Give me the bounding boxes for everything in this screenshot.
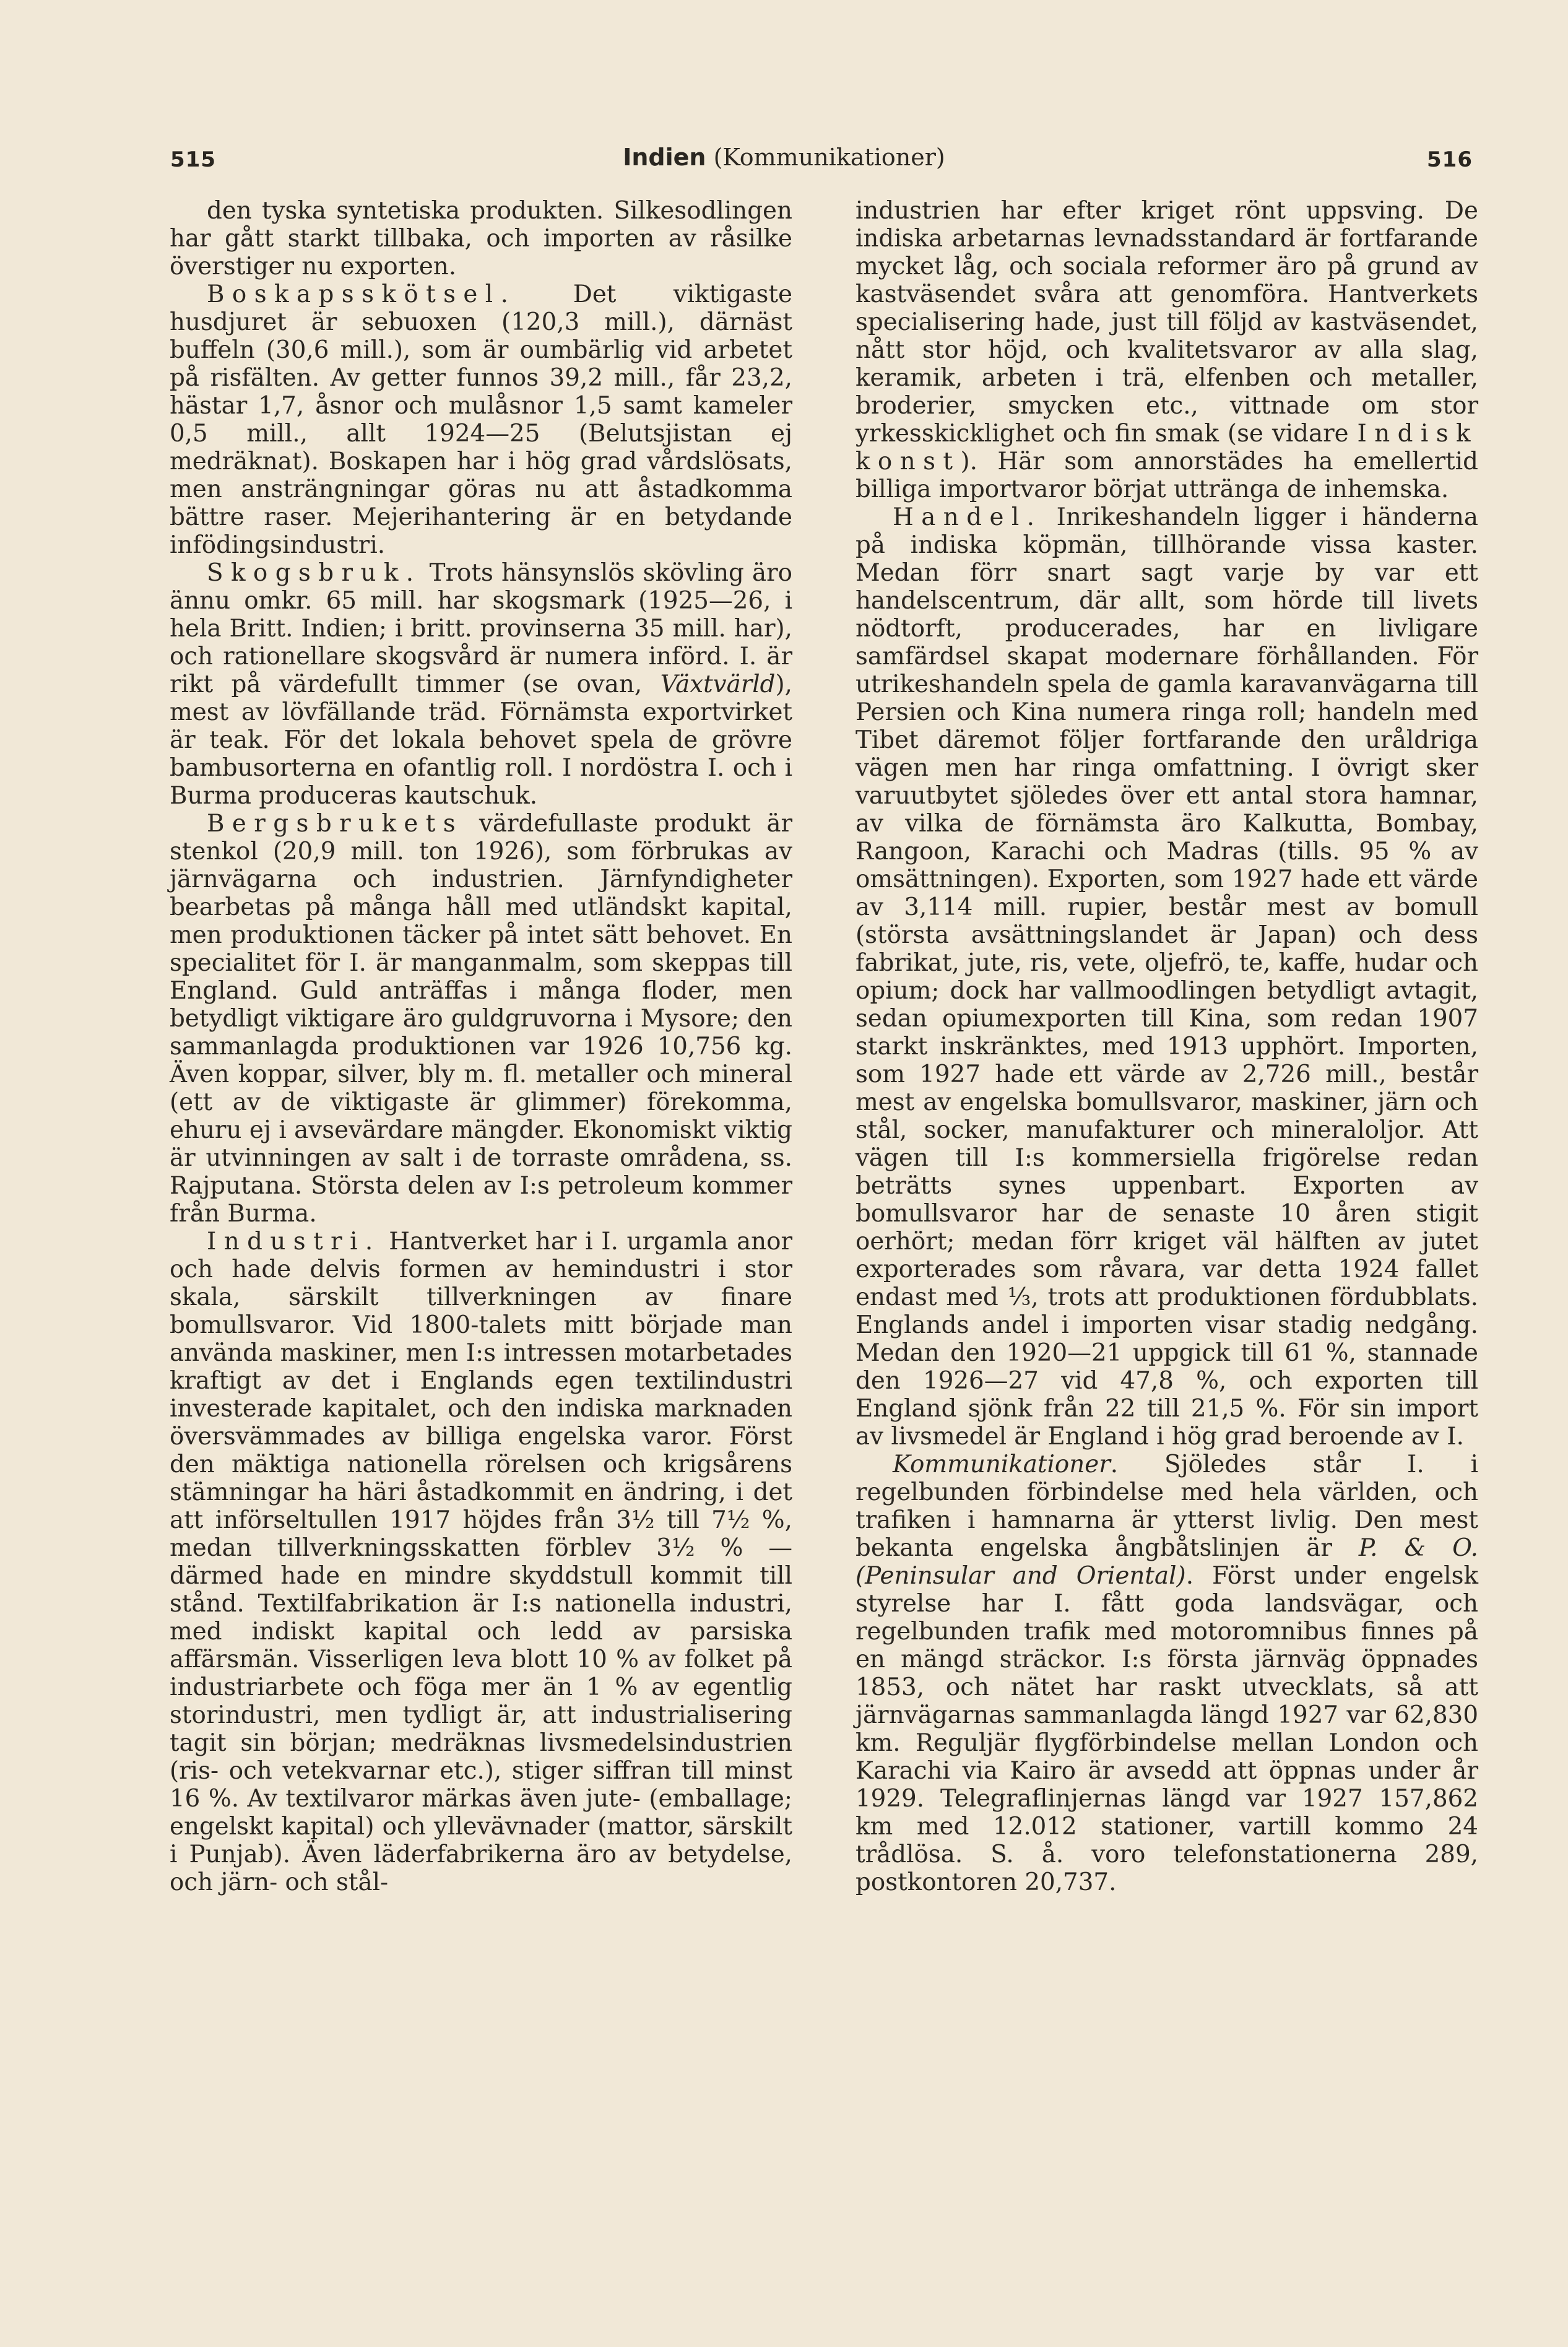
right-column — [855, 197, 1478, 1896]
paragraph — [170, 197, 792, 280]
paragraph-text: . Sjöledes står I. i regelbunden förbindelse med hela världen, och trafiken i hamnarna är ytterst livlig. Den mest bekanta engelska ångbåtslinjen är — [855, 1451, 1478, 1562]
running-title-head: Indien — [623, 144, 706, 171]
paragraph-text: Hantverket har i I. urgamla anor och hade delvis formen av hemindustri i stor skala, särskilt tillverkningen av finare bomullsvaror. Vid 1800-talets mitt började man använda maskiner, men I:s intressen motarbetades kraftigt av det i Englands egen textilindustri investerade kapitalet, och den indiska marknaden översvämmades av billiga engelska varor. Först den mäktiga nationella rörelsen och krigsårens stämningar ha häri åstadkommit en ändring, i det att införseltullen 1917 höjdes från 3½ till 7½ %, medan tillverkningsskatten förblev 3½ % — därmed hade en mindre skyddstull kommit till stånd. Textilfabrikation är I:s nationella industri, med indiskt kapital och ledd av parsiska affärsmän. Visserligen leva blott 10 % av folket på industriarbete och föga mer än 1 % av egentlig storindustri, men tydligt är, att industrialisering tagit sin början; medräknas livsmedelsindustrien (ris- och vetekvarnar etc.), stiger siffran till minst 16 %. Av textilvaror märkas även jute- (emballage; engelskt kapital) och yllevävnader (mattor, särskilt i Punjab). Även läderfabrikerna äro av betydelse, och järn- och stål- — [170, 1228, 792, 1896]
running-title-sub: (Kommunikationer) — [713, 144, 945, 171]
section-heading: Industri. — [207, 1228, 381, 1256]
paragraph-text: värdefullaste produkt är stenkol (20,9 mill. ton 1926), som förbrukas av järnvägarna och industrien. Järnfyndigheter bearbetas på många håll med utländskt kapital, men produktionen täcker på intet sätt behovet. En specialitet för I. är manganmalm, som skeppas till England. Guld anträffas i många floder, men betydligt viktigare äro guldgruvorna i Mysore; den sammanlagda produktionen var 1926 10,756 kg. Även koppar, silver, bly m. fl. metaller och mineral (ett av de viktigaste är glimmer) förekomma, ehuru ej i avsevärdare mängder. Ekonomiskt viktig är utvinningen av salt i de torraste områdena, ss. Rajputana. Största delen av I:s petroleum kommer från Burma. — [170, 810, 792, 1228]
section-heading: Bergsbrukets — [207, 810, 464, 838]
paragraph — [170, 1228, 792, 1896]
section-heading: Indisk konst — [855, 420, 1478, 475]
page-number-left: 515 — [170, 147, 216, 172]
section-heading: Boskapsskötsel. — [207, 280, 516, 308]
paragraph-text: Trots hänsynslös skövling äro ännu omkr. 65 mill. har skogsmark (1925—26, i hela Britt. Indien; i britt. provinserna 35 mill. har), och rationellare skogsvård är numera införd. I. är rikt på värdefullt timmer (se ovan, — [170, 559, 792, 698]
paragraph — [170, 280, 792, 559]
section-heading: Handel. — [893, 503, 1042, 531]
italic-term: P. & O. (Peninsular and Oriental) — [855, 1534, 1478, 1590]
paragraph-text: Det viktigaste husdjuret är sebuoxen (120,3 mill.), därnäst buffeln (30,6 mill.), som är oumbärlig vid arbetet på risfälten. Av getter funnos 39,2 mill., får 23,2, hästar 1,7, åsnor och mulåsnor 1,5 samt kameler 0,5 mill., allt 1924—25 (Belutsjistan ej medräknat). Boskapen har i hög grad vårdslösats, men ansträngningar göras nu att åstadkomma bättre raser. Mejerihantering är en betydande infödingsindustri. — [170, 280, 792, 559]
paragraph — [170, 810, 792, 1228]
italic-term: Växtvärld — [660, 670, 776, 698]
paragraph — [855, 503, 1478, 1451]
paragraph — [855, 1451, 1478, 1896]
running-title — [0, 144, 1568, 171]
paragraph-text: ). Här som annorstädes ha emellertid billiga importvaror börjat uttränga de inhemska. — [855, 448, 1478, 503]
italic-term: Kommunikationer — [893, 1451, 1111, 1478]
paragraph-text: den tyska syntetiska produkten. Silkesodlingen har gått starkt tillbaka, och importen av råsilke överstiger nu exporten. — [170, 197, 792, 280]
left-column — [170, 197, 792, 1896]
paragraph — [170, 559, 792, 810]
section-heading: Skogsbruk. — [207, 559, 422, 587]
paragraph-text: industrien har efter kriget rönt uppsving. De indiska arbetarnas levnadsstandard är fortfarande mycket låg, och sociala reformer äro på grund av kastväsendet svåra att genomföra. Hantverkets specialisering hade, just till följd av kastväsendet, nått stor höjd, och kvalitetsvaror av alla slag, keramik, arbeten i trä, elfenben och metaller, broderier, smycken etc., vittnade om stor yrkesskicklighet och fin smak (se vidare — [855, 197, 1478, 448]
page-number-right: 516 — [1427, 147, 1473, 172]
paragraph — [855, 197, 1478, 503]
paragraph-text: . Först under engelsk styrelse har I. fått goda landsvägar, och regelbunden trafik med motoromnibus finnes på en mängd sträckor. I:s första järnväg öppnades 1853, och nätet har raskt utvecklats, så att järnvägarnas sammanlagda längd 1927 var 62,830 km. Reguljär flygförbindelse mellan London och Karachi via Kairo är avsedd att öppnas under år 1929. Telegraflinjernas längd var 1927 157,862 km med 12.012 stationer, vartill kommo 24 trådlösa. S. å. voro telefonstationerna 289, postkontoren 20,737. — [855, 1562, 1478, 1896]
paragraph-text: Inrikeshandeln ligger i händerna på indiska köpmän, tillhörande vissa kaster. Medan förr snart sagt varje by var ett handelscentrum, där allt, som hörde till livets nödtorft, producerades, har en livligare samfärdsel skapat modernare förhållanden. För utrikeshandeln spela de gamla karavanvägarna till Persien och Kina numera ringa roll; handeln med Tibet däremot följer fortfarande den uråldriga vägen men har ringa omfattning. I övrigt sker varuutbytet sjöledes över ett antal stora hamnar, av vilka de förnämsta äro Kalkutta, Bombay, Rangoon, Karachi och Madras (tills. 95 % av omsättningen). Exporten, som 1927 hade ett värde av 3,114 mill. rupier, består mest av bomull (största avsättningslandet är Japan) och dess fabrikat, jute, ris, vete, oljefrö, te, kaffe, hudar och opium; dock har vallmoodlingen betydligt avtagit, sedan opiumexporten till Kina, som redan 1907 starkt inskränktes, med 1913 upphört. Importen, som 1927 hade ett värde av 2,726 mill., består mest av engelska bomullsvaror, maskiner, järn och stål, socker, manufakturer och mineraloljor. Att vägen till I:s kommersiella frigörelse redan beträtts synes uppenbart. Exporten av bomullsvaror har de senaste 10 åren stigit oerhört; medan förr kriget väl hälften av jutet exporterades som råvara, var detta 1924 fallet endast med ⅓, trots att produktionen fördubblats. Englands andel i importen visar stadig nedgång. Medan den 1920—21 uppgick till 61 %, stannade den 1926—27 vid 47,8 %, och exporten till England sjönk från 22 till 21,5 %. För sin import av livsmedel är England i hög grad beroende av I. — [855, 503, 1478, 1451]
paragraph-text: ), mest av lövfällande träd. Förnämsta exportvirket är teak. För det lokala behovet spela de grövre bambusorterna en ofantlig roll. I nordöstra I. och i Burma produceras kautschuk. — [170, 670, 792, 810]
